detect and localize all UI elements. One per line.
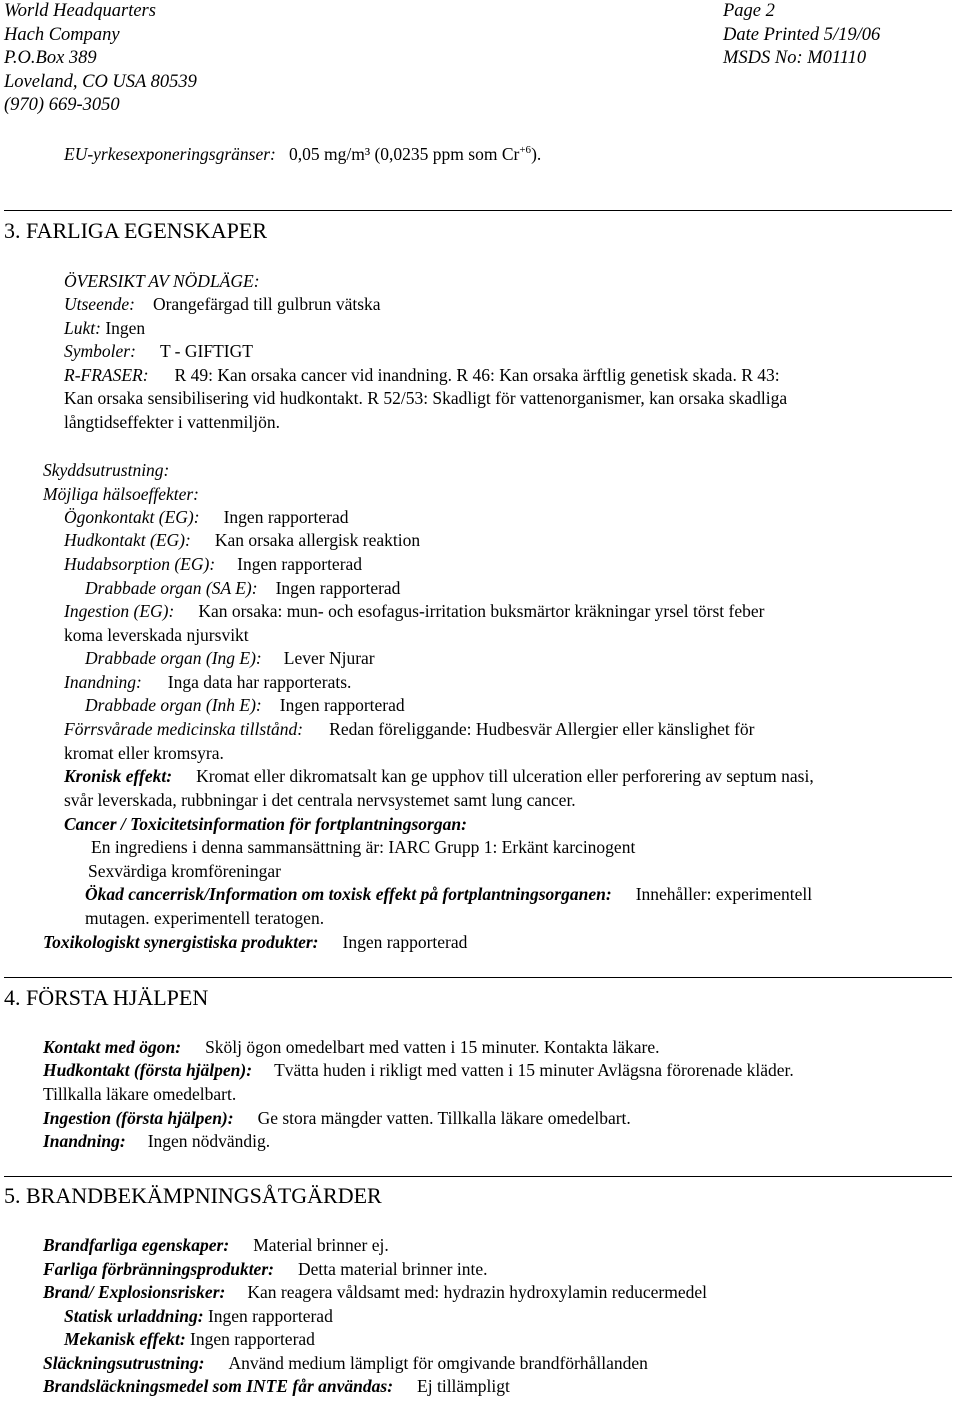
organs-ing-line — [85, 647, 375, 671]
fa-skin-value: Tvätta huden i rikligt med vatten i 15 minuter Avlägsna förorenade kläder. — [274, 1060, 794, 1080]
explosion-label: Brand/ Explosionsrisker: — [43, 1282, 226, 1302]
exposure-line — [64, 143, 541, 167]
organs-inh-value: Ingen rapporterad — [279, 695, 405, 715]
flammable-value: Material brinner ej. — [253, 1235, 389, 1255]
fa-inhalation-line — [43, 1130, 270, 1154]
inhalation-line — [64, 671, 351, 695]
header-org: World Headquarters — [4, 1, 156, 21]
mechanical-label: Mekanisk effekt: — [64, 1329, 186, 1349]
synergy-value: Ingen rapporterad — [342, 932, 468, 952]
exposure-label: EU-yrkesexponeringsgränser: — [64, 144, 276, 164]
organs-ing-value: Lever Njurar — [283, 648, 375, 668]
skinabs-line — [64, 553, 362, 577]
ingestion-label: Ingestion (EG): — [64, 601, 175, 621]
rphrases-text-3: långtidseffekter i vattenmiljön. — [64, 412, 280, 432]
extinguish-label: Släckningsutrustning: — [43, 1353, 205, 1373]
inhalation-value: Inga data har rapporterats. — [167, 672, 352, 692]
header-page: Page 2 — [723, 1, 775, 21]
header-meta — [723, 0, 880, 71]
skinabs-value: Ingen rapporterad — [237, 554, 363, 574]
not-use-value: Ej tillämpligt — [417, 1376, 510, 1396]
organs-sa-label: Drabbade organ (SA E): — [85, 578, 258, 598]
combustion-line — [43, 1258, 487, 1282]
fa-eye-value: Skölj ögon omedelbart med vatten i 15 minuter. Kontakta läkare. — [205, 1037, 660, 1057]
repro-line1 — [85, 883, 812, 907]
aggravated-line1 — [64, 718, 755, 742]
skinabs-label: Hudabsorption (EG): — [64, 554, 216, 574]
header-address — [4, 0, 197, 118]
chronic-label: Kronisk effekt: — [64, 766, 173, 786]
ingestion-line1 — [64, 600, 764, 624]
header-date: Date Printed 5/19/06 — [723, 24, 881, 45]
rphrases-line1 — [64, 364, 780, 388]
overview-label: ÖVERSIKT AV NÖDLÄGE: — [64, 271, 260, 291]
exposure-sup: +6 — [519, 144, 532, 156]
not-use-line — [43, 1375, 510, 1399]
fa-ingestion-value: Ge stora mängder vatten. Tillkalla läkare omedelbart. — [257, 1108, 631, 1128]
cancer-label: Cancer / Toxicitetsinformation för fortplantningsorgan: — [64, 814, 467, 834]
synergy-label: Toxikologiskt synergistiska produkter: — [43, 932, 319, 952]
section4-title: 4. FÖRSTA HJÄLPEN — [4, 985, 209, 1010]
organs-sa-line — [85, 577, 400, 601]
organs-ing-label: Drabbade organ (Ing E): — [85, 648, 262, 668]
skin-label: Hudkontakt (EG): — [64, 530, 191, 550]
chronic-text-2: svår leverskada, rubbningar i det centrala nervsystemet samt lung cancer. — [64, 790, 576, 810]
explosion-line — [43, 1281, 707, 1305]
symbols-label: Symboler: — [64, 341, 136, 361]
mechanical-line — [64, 1328, 315, 1352]
cancer-text-1: En ingrediens i denna sammansättning är: IARC Grupp 1: Erkänt karcinogent — [91, 837, 636, 857]
health-label: Möjliga hälsoeffekter: — [43, 484, 200, 504]
protective-label: Skyddsutrustning: — [43, 460, 170, 480]
organs-sa-value: Ingen rapporterad — [275, 578, 401, 598]
header-pobox: P.O.Box 389 — [4, 48, 97, 68]
rphrases-text-2: Kan orsaka sensibilisering vid hudkontakt. R 52/53: Skadligt för vattenorganismer, kan orsaka skadliga — [64, 388, 788, 408]
exposure-tail: ). — [531, 144, 542, 164]
combustion-value: Detta material brinner inte. — [297, 1259, 488, 1279]
appearance-value: Orangefärgad till gulbrun vätska — [152, 294, 381, 314]
header-city: Loveland, CO USA 80539 — [4, 71, 197, 92]
skin-value: Kan orsaka allergisk reaktion — [214, 530, 421, 550]
mechanical-value: Ingen rapporterad — [190, 1329, 315, 1349]
aggravated-label: Förrsvårade medicinska tillstånd: — [64, 719, 304, 739]
rphrases-label: R-FRASER: — [64, 365, 149, 385]
fa-ingestion-label: Ingestion (första hjälpen): — [43, 1108, 234, 1128]
fa-eye-label: Kontakt med ögon: — [43, 1037, 182, 1057]
eye-value: Ingen rapporterad — [223, 507, 349, 527]
repro-value: Innehåller: experimentell — [635, 884, 813, 904]
odor-value: Ingen — [105, 318, 146, 338]
rphrases-text-1: R 49: Kan orsaka cancer vid inandning. R 46: Kan orsaka ärftlig genetisk skada. R 43: — [174, 365, 780, 385]
extinguish-line — [43, 1352, 648, 1376]
chronic-line1 — [64, 765, 814, 789]
exposure-value: 0,05 mg/m³ (0,0235 ppm som Cr — [289, 144, 520, 164]
section-divider — [4, 1176, 952, 1177]
fa-skin-text-2: Tillkalla läkare omedelbart. — [43, 1084, 237, 1104]
ingestion-text-2: koma leverskada njursvikt — [64, 625, 249, 645]
header-msds: MSDS No: M01110 — [723, 48, 867, 68]
header-company: Hach Company — [4, 24, 120, 45]
ingestion-text-1: Kan orsaka: mun- och esofagus-irritation buksmärtor kräkningar yrsel törst feber — [198, 601, 765, 621]
fa-inhalation-value: Ingen nödvändig. — [147, 1131, 271, 1151]
appearance-line — [64, 293, 381, 317]
repro-text-2: mutagen. experimentell teratogen. — [85, 908, 325, 928]
organs-inh-line — [85, 694, 405, 718]
extinguish-value: Använd medium lämpligt för omgivande brandförhållanden — [228, 1353, 648, 1373]
section5-title: 5. BRANDBEKÄMPNINGSÅTGÄRDER — [4, 1183, 382, 1208]
skin-line — [64, 529, 420, 553]
symbols-value: T - GIFTIGT — [159, 341, 253, 361]
odor-line — [64, 317, 145, 341]
explosion-value: Kan reagera våldsamt med: hydrazin hydroxylamin reducermedel — [247, 1282, 708, 1302]
inhalation-label: Inandning: — [64, 672, 142, 692]
fa-eye-line — [43, 1036, 659, 1060]
aggravated-text-1: Redan föreliggande: Hudbesvär Allergier eller känslighet för — [329, 719, 755, 739]
section3-title: 3. FARLIGA EGENSKAPER — [4, 218, 268, 243]
fa-ingestion-line — [43, 1107, 631, 1131]
repro-label: Ökad cancerrisk/Information om toxisk effekt på fortplantningsorganen: — [85, 884, 612, 904]
symbols-line — [64, 340, 253, 364]
section-divider — [4, 210, 952, 211]
fa-inhalation-label: Inandning: — [43, 1131, 126, 1151]
static-value: Ingen rapporterad — [207, 1306, 333, 1326]
eye-label: Ögonkontakt (EG): — [64, 507, 200, 527]
flammable-line — [43, 1234, 389, 1258]
appearance-label: Utseende: — [64, 294, 135, 314]
static-line — [64, 1305, 333, 1329]
fa-skin-line — [43, 1059, 794, 1083]
header-phone: (970) 669-3050 — [4, 95, 120, 115]
cancer-text-2: Sexvärdiga kromföreningar — [88, 861, 281, 881]
static-label: Statisk urladdning: — [64, 1306, 204, 1326]
eye-line — [64, 506, 348, 530]
fa-skin-label: Hudkontakt (första hjälpen): — [43, 1060, 253, 1080]
odor-label: Lukt: — [64, 318, 101, 338]
organs-inh-label: Drabbade organ (Inh E): — [85, 695, 262, 715]
aggravated-text-2: kromat eller kromsyra. — [64, 743, 224, 763]
flammable-label: Brandfarliga egenskaper: — [43, 1235, 230, 1255]
combustion-label: Farliga förbränningsprodukter: — [43, 1259, 274, 1279]
section-divider — [4, 977, 952, 978]
chronic-text-1: Kromat eller dikromatsalt kan ge upphov till ulceration eller perforering av septum nasi, — [196, 766, 814, 786]
not-use-label: Brandsläckningsmedel som INTE får användas: — [43, 1376, 394, 1396]
synergy-line — [43, 931, 467, 955]
